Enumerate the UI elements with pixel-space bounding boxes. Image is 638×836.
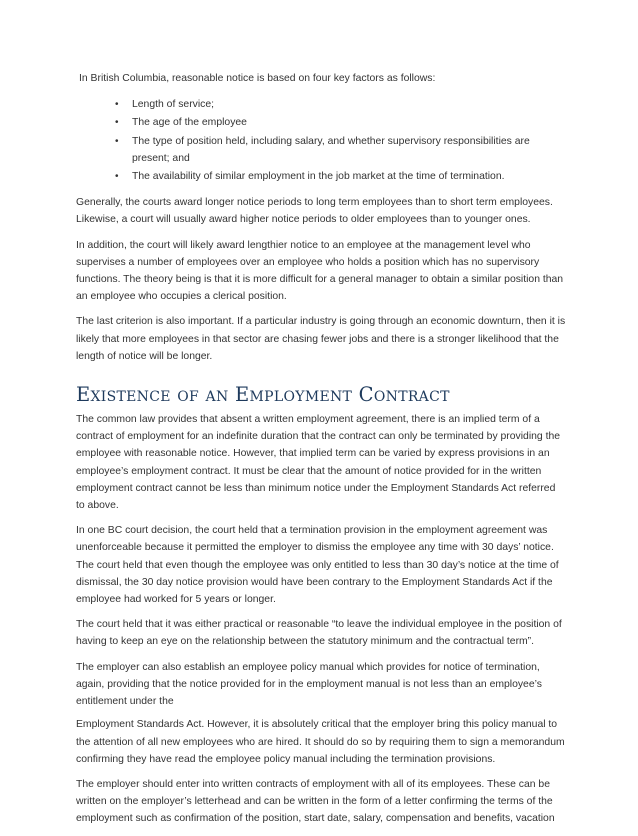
paragraph: Employment Standards Act. However, it is absolutely critical that the employer bring this policy manual to the attention of all new employees who are hired. It should do so by requiring them to sign a memorandum confirming they have read the employee policy manual including the termination provisions.	[76, 719, 565, 765]
intro-paragraph: In British Columbia, reasonable notice is based on four key factors as follows:	[79, 73, 436, 84]
paragraph: The employer can also establish an employee policy manual which provides for notice of termination, again, providing that the notice provided for in the employment manual is not less than an employee’s entitlement under the	[76, 661, 542, 708]
paragraph: The common law provides that absent a written employment agreement, there is an implied term of a contract of employment for an indefinite duration that the contract can only be terminated by providing the employee with reasonable notice. However, that implied term can be varied by express provisions in an employee’s employment contract. It must be clear that the amount of notice provided for in the written employment contract cannot be less than minimum notice under the Employment Standards Act referred to above.	[76, 414, 561, 512]
paragraph: The employer should enter into written contracts of employment with all of its employees. These can be written on the employer’s letterhead and can be written in the form of a letter confirming the terms of the employment such as confirmation of the position, start date, salary, compensation and benefits, vacation	[76, 778, 555, 825]
paragraph: In addition, the court will likely award lengthier notice to an employee at the management level who supervises a number of employees over an employee who holds a position which has no supervisory functions. The theory being is that it is more difficult for a general manager to obtain a similar position than an employee who occupies a clerical position.	[76, 239, 564, 303]
paragraph: Generally, the courts award longer notice periods to long term employees than to short term employees. Likewise, a court will usually award higher notice periods to older employees than to younger ones.	[76, 197, 553, 226]
factors-list	[76, 96, 566, 185]
paragraph: The court held that it was either practical or reasonable “to leave the individual employee in the position of having to keep an eye on the relationship between the statutory minimum and the contractual term”.	[76, 619, 562, 648]
paragraph: In one BC court decision, the court held that a termination provision in the employment agreement was unenforceable because it permitted the employer to dismiss the employee any time with 30 days’ notice. The court held that even though the employee was only entitled to less than 30 day’s notice at the time of dismissal, the 30 day notice provision would have been contrary to the Employment Standards Act if the employee had worked for 5 years or longer.	[76, 525, 559, 606]
paragraph: The last criterion is also important. If a particular industry is going through an economic downturn, then it is likely that more employees in that sector are chasing fewer jobs and there is a stronger likelihood that the length of notice will be longer.	[76, 316, 566, 362]
list-item: • The type of position held, including salary, and whether supervisory responsibilities are present; and	[76, 133, 566, 167]
list-item: • The age of the employee	[76, 114, 566, 131]
section-heading: Existence of an Employment Contract	[76, 383, 450, 407]
document-body	[76, 70, 566, 836]
list-item: • The availability of similar employment in the job market at the time of termination.	[76, 168, 566, 185]
list-item: • Length of service;	[76, 96, 566, 113]
